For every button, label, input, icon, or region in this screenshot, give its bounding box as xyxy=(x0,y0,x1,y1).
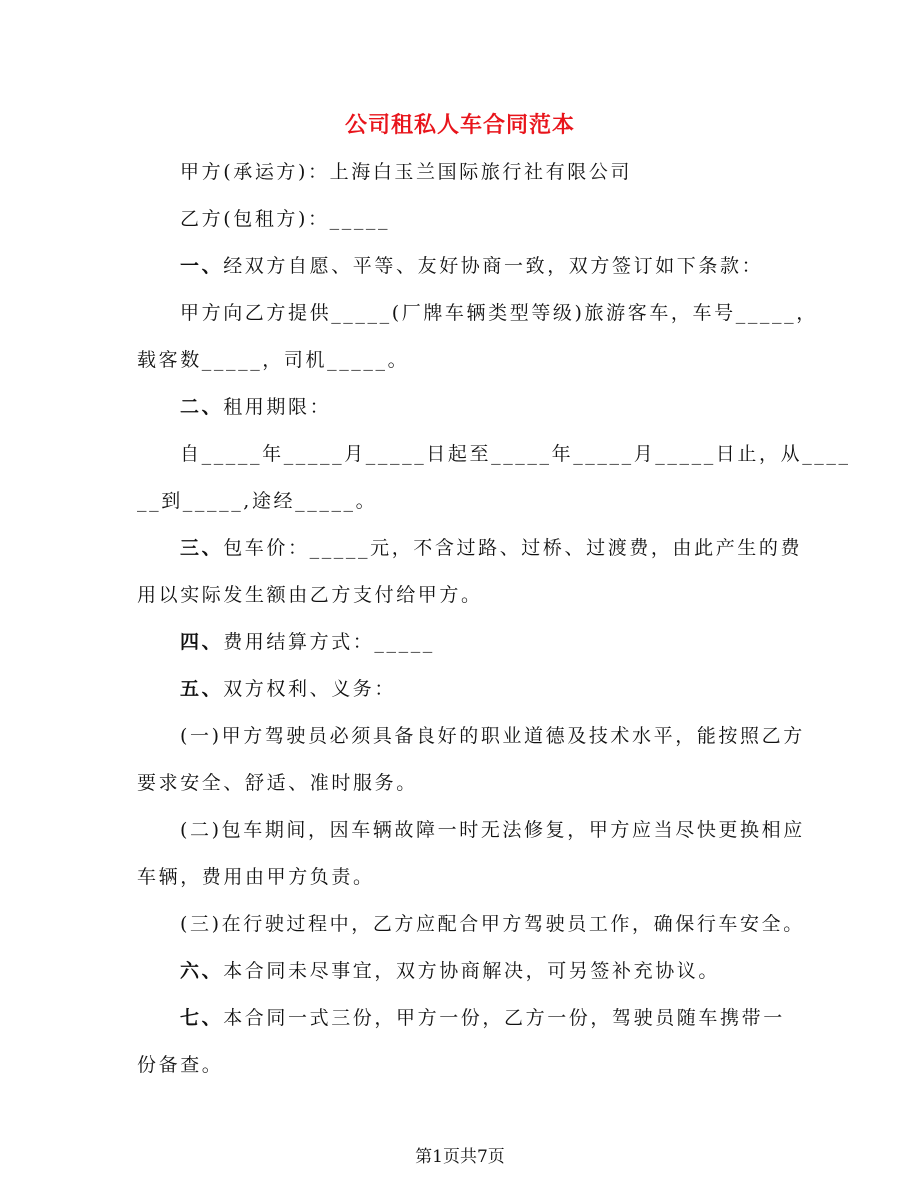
section-7-heading: 七、 xyxy=(180,1007,224,1029)
section-3-text: 包车价：_____元，不含过路、过桥、过渡费，由此产生的费 xyxy=(223,537,803,559)
section-2-line xyxy=(180,395,830,419)
section-3-line-1 xyxy=(180,536,830,560)
section-5-line xyxy=(180,677,830,701)
section-3-line-2: 用以实际发生额由乙方支付给甲方。 xyxy=(137,584,483,606)
section-2-text: 租用期限： xyxy=(223,396,332,418)
document-title: 公司租私人车合同范本 xyxy=(344,112,575,138)
party-a-line: 甲方(承运方)：上海白玉兰国际旅行社有限公司 xyxy=(180,161,633,183)
section-6-text: 本合同未尽事宜，双方协商解决，可另签补充协议。 xyxy=(223,960,721,982)
section-1-heading: 一、 xyxy=(180,255,224,277)
section-6-line xyxy=(180,959,830,983)
section-2-heading: 二、 xyxy=(180,396,224,418)
section-7-text: 本合同一式三份，甲方一份，乙方一份，驾驶员随车携带一 xyxy=(223,1007,785,1029)
section-6-heading: 六、 xyxy=(180,960,224,982)
section-3-heading: 三、 xyxy=(180,537,224,559)
section-4-text: 费用结算方式：_____ xyxy=(223,631,435,653)
section-2-para-line-2: __到_____,途经_____。 xyxy=(137,490,378,512)
section-1-line xyxy=(180,254,830,278)
party-b-line: 乙方(包租方)：_____ xyxy=(180,208,391,230)
section-1-text: 经双方自愿、平等、友好协商一致，双方签订如下条款： xyxy=(223,255,764,277)
section-5-item-1-line-1: (一)甲方驾驶员必须具备良好的职业道德及技术水平，能按照乙方 xyxy=(180,725,805,747)
section-5-item-1-line-2: 要求安全、舒适、准时服务。 xyxy=(137,772,418,794)
section-5-text: 双方权利、义务： xyxy=(223,678,397,700)
section-1-para-line-1: 甲方向乙方提供_____(厂牌车辆类型等级)旅游客车，车号_____， xyxy=(180,302,818,324)
section-5-heading: 五、 xyxy=(180,678,224,700)
section-2-para-line-1: 自_____年_____月_____日起至_____年_____月_____日止，从____ xyxy=(180,443,851,465)
section-7-line-1 xyxy=(180,1006,830,1030)
section-5-item-2-line-1: (二)包车期间，因车辆故障一时无法修复，甲方应当尽快更换相应 xyxy=(180,819,805,841)
section-4-heading: 四、 xyxy=(180,631,224,653)
section-4-line xyxy=(180,630,830,654)
page-number-footer: 第1页共7页 xyxy=(415,1147,505,1167)
section-5-item-2-line-2: 车辆，费用由甲方负责。 xyxy=(137,866,375,888)
section-7-line-2: 份备查。 xyxy=(137,1054,224,1076)
section-5-item-3-line-1: (三)在行驶过程中，乙方应配合甲方驾驶员工作，确保行车安全。 xyxy=(180,913,805,935)
section-1-para-line-2: 载客数_____，司机_____。 xyxy=(137,349,410,371)
